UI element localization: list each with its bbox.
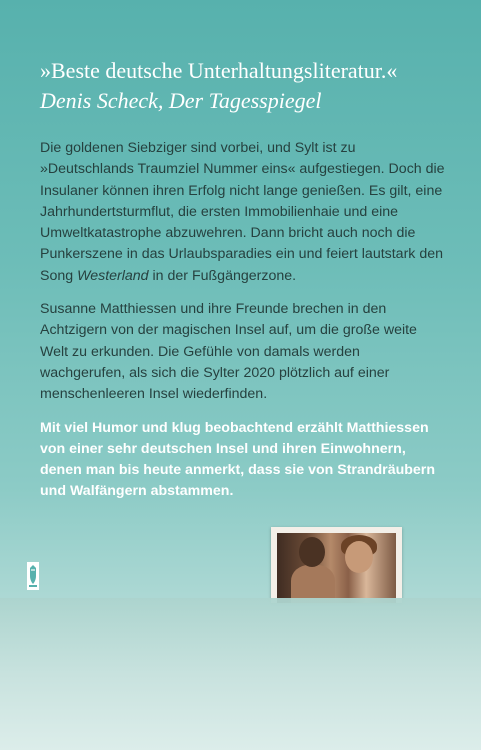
quote-source: Denis Scheck, Der Tagesspiegel	[40, 88, 322, 113]
photo-image	[277, 533, 396, 603]
blurb-paragraph-1: Die goldenen Siebziger sind vorbei, und Sylt ist zu »Deutschlands Traumziel Nummer eins« aufgestiegen. Doch die Insulaner können ihren Erfolg nicht lange genießen. Es gilt, eine Jahrhundertsturmflut, die ersten Immobilienhaie und eine Umweltkatastrophe abzuwehren. Dann bricht auch noch die Punkerszene in das Urlaubsparadies ein und feiert lautstark den Song Westerland in der Fußgängerzone.	[40, 140, 445, 284]
vintage-photo	[271, 527, 402, 603]
review-quote	[40, 56, 460, 116]
blurb-paragraph-2: Susanne Matthiessen und ihre Freunde brechen in den Achtzigern von der magischen Insel auf, um die große weite Welt zu erkunden. Die Gefühle von damals werden wachgerufen, als sich die Sylter 2020 plötzlich auf einer menschenleeren Insel wiederfinden.	[40, 301, 417, 403]
blurb-text	[40, 138, 448, 515]
owl-logo-icon	[27, 562, 39, 590]
blurred-region	[0, 598, 481, 750]
blurb-paragraph-3: Mit viel Humor und klug beobachtend erzählt Matthiessen von einer sehr deutschen Insel und ihren Einwohnern, denen man bis heute anmerkt, dass sie von Strandräubern und Walfängern abstammen.	[40, 419, 435, 500]
quote-text: »Beste deutsche Unterhaltungsliteratur.«	[40, 58, 398, 83]
song-title: Westerland	[77, 267, 149, 284]
